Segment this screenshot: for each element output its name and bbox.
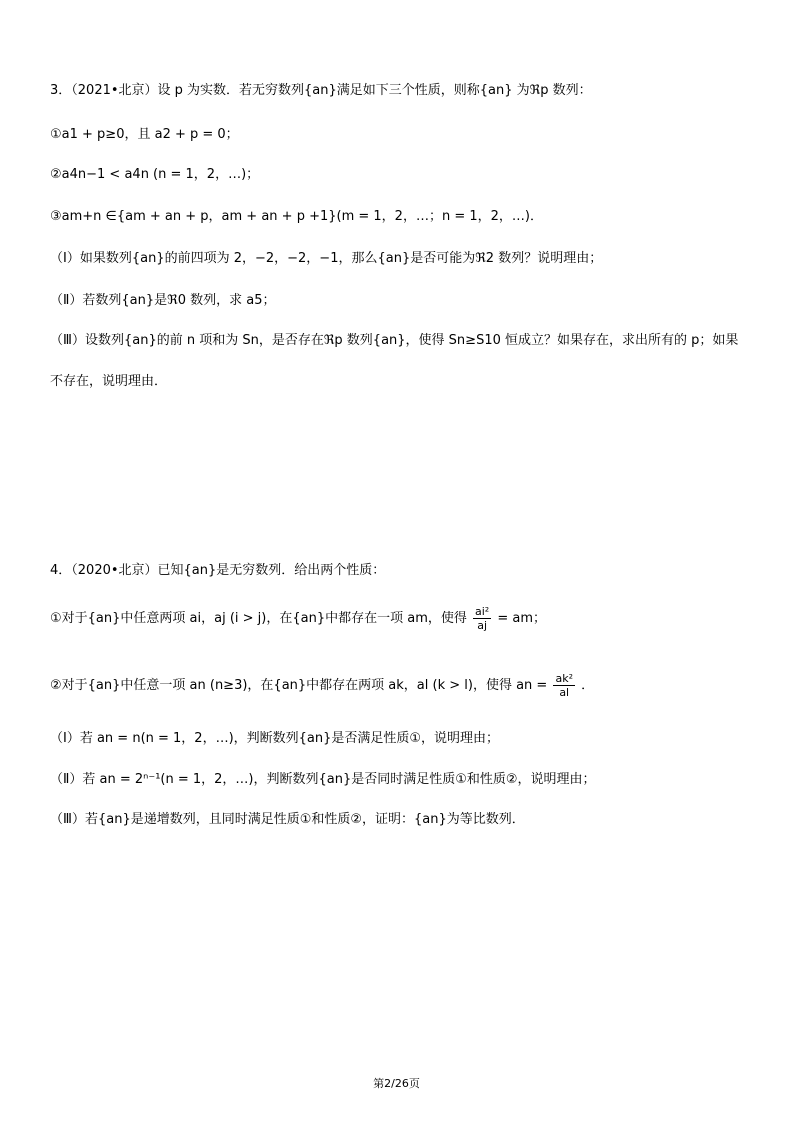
- property-1: ①a1 + p≥0，且 a2 + p = 0；: [50, 127, 239, 142]
- property-1-text: ①对于{an}中任意两项 ai，aj (i > j)，在{an}中都存在一项 am，使得: [50, 611, 467, 626]
- fraction: [553, 672, 575, 699]
- question-3: （Ⅲ）设数列{an}的前 n 项和为 Sn，是否存在ℜp 数列{an}，使得 Sn≥S10 恒成立？如果存在，求出所有的 p；如果: [50, 333, 739, 348]
- question-2: （Ⅱ）若数列{an}是ℜ0 数列，求 a5；: [50, 293, 276, 308]
- page-number: 第2/26页: [373, 1077, 420, 1090]
- question-1: （Ⅰ）若 an = n(n = 1，2，…)，判断数列{an}是否满足性质①，说明理由；: [50, 731, 500, 746]
- problem-3-stem: 3．（2021•北京）设 p 为实数．若无穷数列{an}满足如下三个性质，则称{an} 为ℜp 数列：: [50, 83, 592, 98]
- question-3: （Ⅲ）若{an}是递增数列，且同时满足性质①和性质②，证明：{an}为等比数列．: [50, 812, 525, 827]
- fraction-denominator: al: [559, 686, 570, 699]
- property-1: [50, 605, 546, 632]
- fraction-denominator: aj: [477, 619, 487, 632]
- question-3-cont: 不存在，说明理由．: [50, 374, 168, 389]
- problem-4-stem: 4．（2020•北京）已知{an}是无穷数列．给出两个性质：: [50, 563, 386, 578]
- fraction: [473, 605, 491, 632]
- question-1: （Ⅰ）如果数列{an}的前四项为 2，−2，−2，−1，那么{an}是否可能为ℜ2 数列？说明理由；: [50, 251, 603, 266]
- property-3: ③am+n ∈{am + an + p，am + an + p +1}(m = 1，2，…；n = 1，2，…)．: [50, 209, 543, 224]
- property-1-tail: = am；: [497, 611, 547, 626]
- property-2-text: ②对于{an}中任意一项 an (n≥3)，在{an}中都存在两项 ak，al (k > l)，使得 an =: [50, 678, 548, 693]
- property-2-tail: ．: [581, 678, 595, 693]
- fraction-numerator: ak²: [555, 672, 573, 685]
- fraction-numerator: ai²: [475, 605, 490, 618]
- property-2: ②a4n−1 < a4n (n = 1，2，…)；: [50, 167, 260, 182]
- question-2: （Ⅱ）若 an = 2ⁿ⁻¹(n = 1，2，…)，判断数列{an}是否同时满足性质①和性质②，说明理由；: [50, 772, 596, 787]
- property-2: [50, 672, 594, 699]
